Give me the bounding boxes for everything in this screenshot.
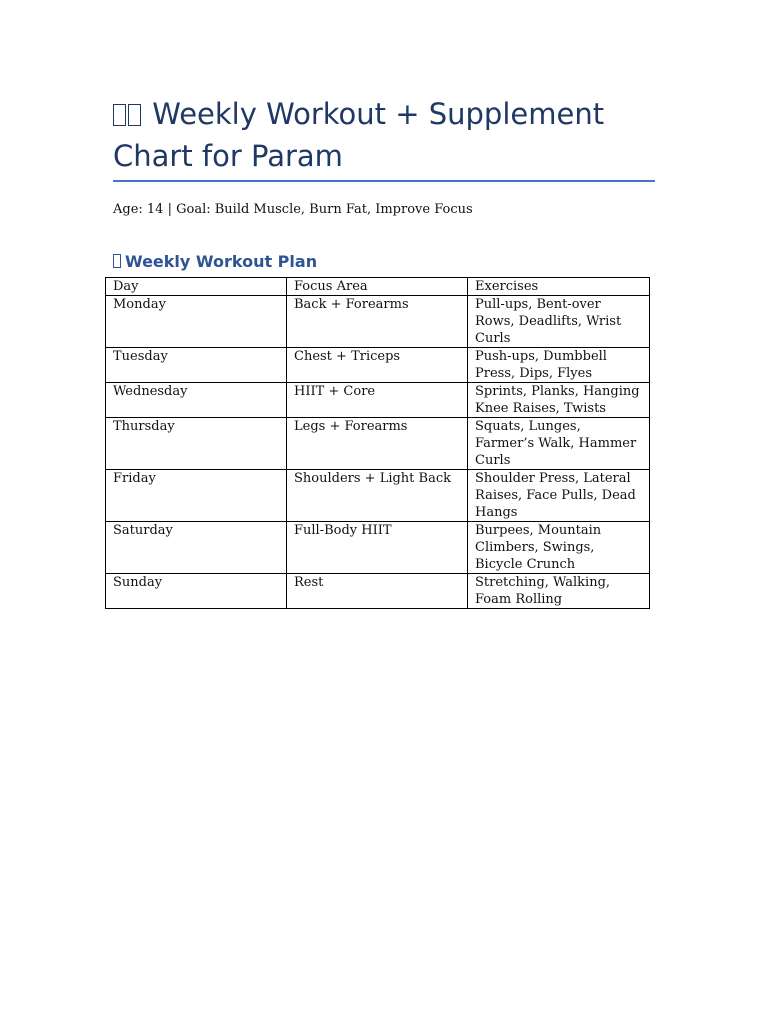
cell-focus: Back + Forearms xyxy=(287,296,468,348)
document-title xyxy=(113,93,673,177)
cell-day: Thursday xyxy=(106,418,287,470)
column-header-day: Day xyxy=(106,278,287,296)
cell-exercises: Squats, Lunges, Farmer’s Walk, Hammer Curls xyxy=(468,418,650,470)
cell-day: Friday xyxy=(106,470,287,522)
table-row xyxy=(106,418,650,470)
table-row xyxy=(106,348,650,383)
cell-focus: Rest xyxy=(287,574,468,609)
cell-exercises: Sprints, Planks, Hanging Knee Raises, Twists xyxy=(468,383,650,418)
cell-exercises: Burpees, Mountain Climbers, Swings, Bicycle Crunch xyxy=(468,522,650,574)
cell-focus: Shoulders + Light Back xyxy=(287,470,468,522)
table-row xyxy=(106,470,650,522)
cell-day: Saturday xyxy=(106,522,287,574)
missing-glyph-icon xyxy=(128,104,141,126)
cell-focus: Chest + Triceps xyxy=(287,348,468,383)
missing-glyph-icon xyxy=(113,104,126,126)
table-header-row xyxy=(106,278,650,296)
missing-glyph-icon xyxy=(113,254,121,268)
title-line-2: Chart for Param xyxy=(113,139,343,173)
cell-exercises: Shoulder Press, Lateral Raises, Face Pulls, Dead Hangs xyxy=(468,470,650,522)
cell-day: Tuesday xyxy=(106,348,287,383)
table-row xyxy=(106,522,650,574)
table-row xyxy=(106,296,650,348)
column-header-exercises: Exercises xyxy=(468,278,650,296)
title-line-1: Weekly Workout + Supplement xyxy=(152,97,605,131)
workout-table xyxy=(105,277,650,609)
cell-focus: Full-Body HIIT xyxy=(287,522,468,574)
cell-day: Sunday xyxy=(106,574,287,609)
table-row xyxy=(106,574,650,609)
cell-exercises: Push-ups, Dumbbell Press, Dips, Flyes xyxy=(468,348,650,383)
cell-focus: HIIT + Core xyxy=(287,383,468,418)
title-divider xyxy=(113,180,655,182)
section-heading-label: Weekly Workout Plan xyxy=(125,252,318,271)
section-heading-workout xyxy=(113,251,317,273)
cell-day: Wednesday xyxy=(106,383,287,418)
column-header-focus-area: Focus Area xyxy=(287,278,468,296)
cell-day: Monday xyxy=(106,296,287,348)
cell-focus: Legs + Forearms xyxy=(287,418,468,470)
table-row xyxy=(106,383,650,418)
cell-exercises: Pull-ups, Bent-over Rows, Deadlifts, Wrist Curls xyxy=(468,296,650,348)
cell-exercises: Stretching, Walking, Foam Rolling xyxy=(468,574,650,609)
profile-meta: Age: 14 | Goal: Build Muscle, Burn Fat, Improve Focus xyxy=(113,202,473,217)
